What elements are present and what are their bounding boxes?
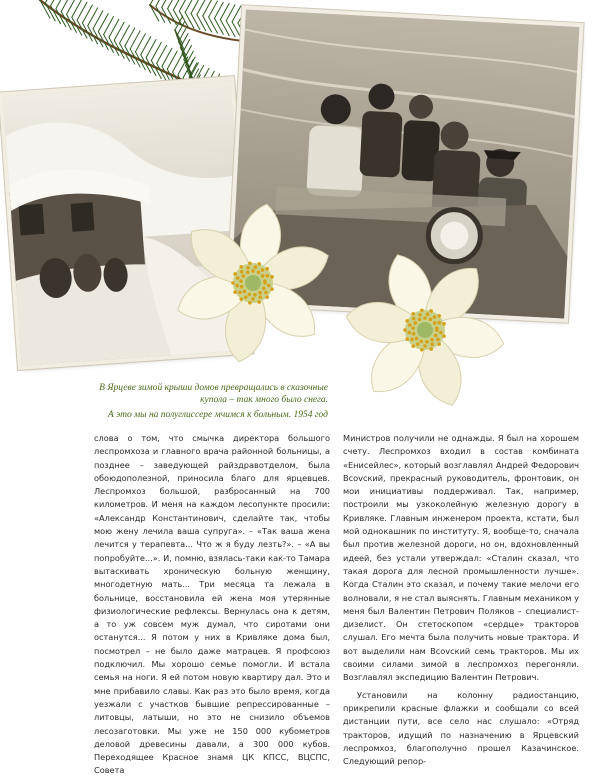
caption-line-1: В Ярцеве зимой крыши домов превращались в сказочные купола – так много было снега. — [99, 383, 328, 405]
article-paragraph: Установили на колонну радиостанцию, прикрепили красные флажки и сообщали со всей дистанции пути, все село нас слушало: «Отряд тракторов, идущий по назначению в Ярцевский леспромхоз, благополучно прошел Казачинское. Следующий репор- — [343, 689, 579, 767]
article-paragraph: Министров получили не однажды. Я был на хорошем счету. Леспромхоз входил в состав комбината «Енисейлес», который возглавлял Андрей Федорович Вcovский, прекрасный руководитель, фронтовик, он мои инициативы поддерживал. Так, например, построили мы узкоколейную железную дорогу в Кривляке. Главным инженером проекта, кстати, был мой однокашник по институту. Я, вообще-то, сначала был против железной дороги, но он, вдохновленный идеей, без устали утверждал: «Сталин сказал, что такая дорога для лесной промышленности лучше». Когда Сталин это сказал, и почему такие мелочи его волновали, я не стал выяснять. Главным механиком у меня был Валентин Петрович Поляков – специалист-дизелист. Он стетоскопом «сердце» тракторов слушал. Его мечта была получить новые трактора. И вот выделили нам Вcovский семь тракторов. Мы их своими силами зимой в леспромхоз перегоняли. Возглавлял экспедицию Валентин Петрович. — [343, 433, 579, 683]
article-paragraph: слова о том, что смычка директора большого леспромхоза и главного врача районной больницы, а позднее – заведующей райздравотделом, была обоюдополезной, приносила благо для ярцевцев. Леспромхоз большой, разбросанный на 700 километров. И меня на каждом лесопункте просили: «Александр Константинович, сделайте так, чтобы мою жену лечила ваша супруга». – «Так ваша жена лечится у терапевта... Что ж я буду лезть?». – «А вы попробуйте...». И, помню, взялась-таки как-то Тамара вытаскивать хроническую больную женщину, многодетную мать... Три месяца та лежала в больнице, восстановила ей жена моя утерянные физиологические рефлексы. Вернулась она к детям, а то уж совсем муж думал, что сиротами они останутся... Я потом у них в Кривляке дома был, посмотрел – не было даже матрацев. Я профсоюз подключил. Мы хорошо семье помогли. И встала семья на ноги. Я ей потом новую квартиру дал. Это и мне прибавило славы. Как раз это было время, когда уезжали с участков бывшие репрессированные – литовцы, латыши, но это не снизило объемов лесозаготовки. Мы уже не 150 000 кубометров деловой древесины давали, а 300 000 кубов. Переходящее Красное знамя ЦК КПСС, ВЦСПС, Совета — [94, 433, 330, 776]
pasqueflower-1 — [168, 198, 338, 368]
article-column-right — [343, 432, 579, 768]
photo-caption — [96, 382, 328, 424]
article-column-left — [94, 432, 330, 778]
pasqueflower-2 — [340, 245, 510, 415]
caption-line-2: А это мы на полуглиссере мчимся к больным. 1954 год — [107, 410, 328, 420]
